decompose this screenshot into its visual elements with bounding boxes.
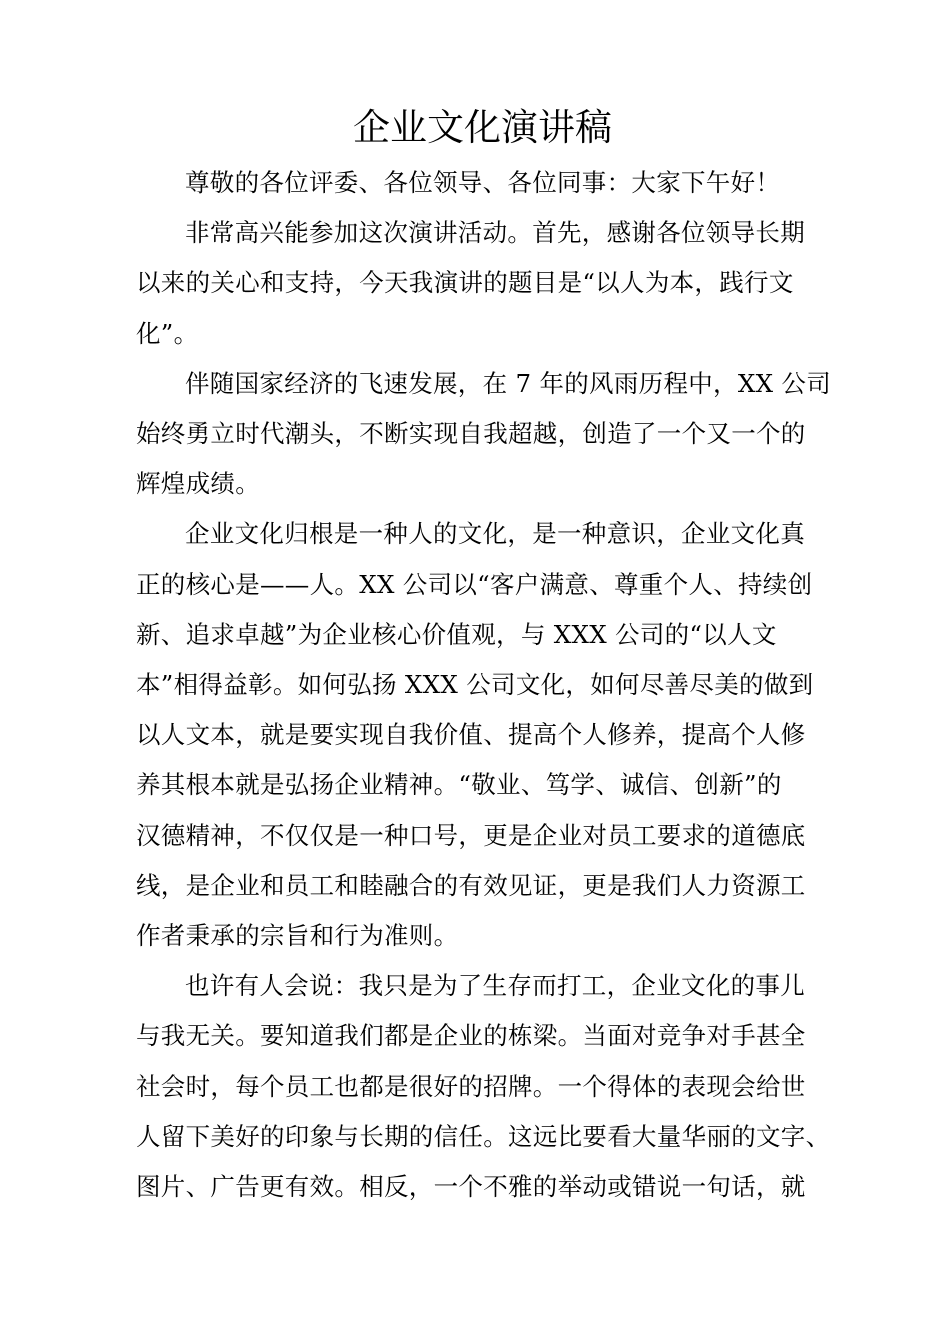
text-line: 正的核心是——人。XX 公司以“客户满意、尊重个人、持续创: [136, 569, 813, 599]
paragraph-responsibility: [136, 961, 836, 1212]
text-line: 化”。: [136, 318, 199, 348]
text-line: 伴随国家经济的飞速发展，在 7 年的风雨历程中，XX 公司: [185, 368, 832, 398]
text-line: 社会时，每个员工也都是很好的招牌。一个得体的表现会给世: [136, 1071, 806, 1101]
text-line: 非常高兴能参加这次演讲活动。首先，感谢各位领导长期: [185, 218, 805, 248]
text-line: 作者秉承的宗旨和行为准则。: [136, 921, 459, 951]
paragraph-intro: [136, 208, 836, 359]
text-line: 始终勇立时代潮头，不断实现自我超越，创造了一个又一个的: [136, 419, 806, 449]
text-line: 也许有人会说：我只是为了生存而打工，企业文化的事儿: [185, 971, 805, 1001]
paragraph-greeting: [136, 158, 836, 208]
text-line: 辉煌成绩。: [136, 469, 260, 499]
text-line: 尊敬的各位评委、各位领导、各位同事：大家下午好！: [185, 168, 781, 197]
document-title: 企业文化演讲稿: [353, 106, 612, 149]
paragraph-culture: [136, 509, 836, 961]
text-line: 图片、广告更有效。相反，一个不雅的举动或错说一句话，就: [136, 1172, 806, 1202]
text-line: 与我无关。要知道我们都是企业的栋梁。当面对竞争对手甚全: [136, 1021, 806, 1051]
text-line: 企业文化归根是一种人的文化，是一种意识，企业文化真: [185, 519, 805, 549]
text-line: 养其根本就是弘扬企业精神。“敬业、笃学、诚信、创新”的: [136, 770, 782, 800]
text-line: 以人文本，就是要实现自我价值、提高个人修养，提高个人修: [136, 720, 806, 750]
paragraph-history: [136, 359, 836, 510]
document-body: [136, 158, 836, 1212]
text-line: 新、追求卓越”为企业核心价值观，与 XXX 公司的“以人文: [136, 619, 777, 649]
text-line: 汉德精神，不仅仅是一种口号，更是企业对员工要求的道德底: [136, 820, 806, 850]
text-line: 以来的关心和支持，今天我演讲的题目是“以人为本，践行文: [136, 268, 794, 298]
text-line: 线，是企业和员工和睦融合的有效见证，更是我们人力资源工: [136, 870, 806, 900]
text-line: 本”相得益彰。如何弘扬 XXX 公司文化，如何尽善尽美的做到: [136, 670, 814, 700]
text-line: 人留下美好的印象与长期的信任。这远比要看大量华丽的文字、: [136, 1121, 831, 1151]
